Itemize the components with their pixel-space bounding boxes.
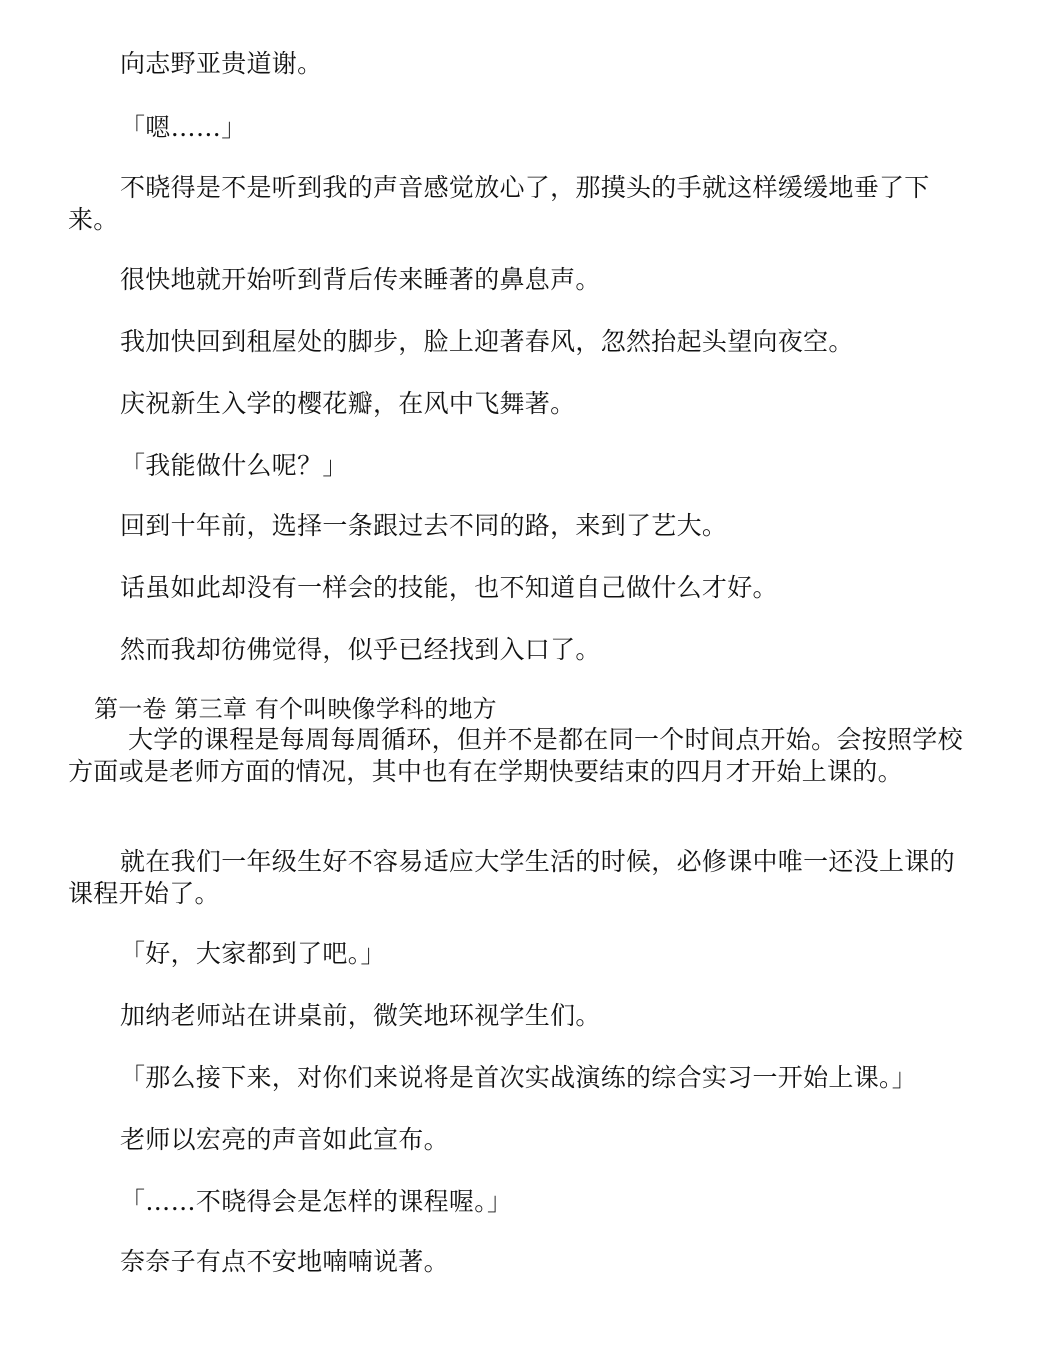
paragraph: 加纳老师站在讲桌前，微笑地环视学生们。 [120, 1001, 601, 1030]
paragraph: 奈奈子有点不安地喃喃说著。 [120, 1247, 449, 1276]
dialogue-line: 「……不晓得会是怎样的课程喔。」 [120, 1187, 513, 1216]
dialogue-line: 「嗯……」 [120, 113, 247, 142]
paragraph: 很快地就开始听到背后传来睡著的鼻息声。 [120, 265, 601, 294]
paragraph: 我加快回到租屋处的脚步，脸上迎著春风，忽然抬起头望向夜空。 [120, 327, 854, 356]
paragraph: 不晓得是不是听到我的声音感觉放心了，那摸头的手就这样缓缓地垂了下来。 [68, 173, 930, 234]
paragraph: 向志野亚贵道谢。 [120, 49, 323, 78]
paragraph: 大学的课程是每周每周循环，但并不是都在同一个时间点开始。会按照学校方面或是老师方面的情况，其中也有在学期快要结束的四月才开始上课的。 [68, 725, 963, 786]
dialogue-line: 「我能做什么呢？」 [120, 451, 348, 480]
paragraph: 回到十年前，选择一条跟过去不同的路，来到了艺大。 [120, 511, 728, 540]
dialogue-line: 「好，大家都到了吧。」 [120, 939, 386, 968]
paragraph: 话虽如此却没有一样会的技能，也不知道自己做什么才好。 [120, 573, 778, 602]
paragraph: 就在我们一年级生好不容易适应大学生活的时候，必修课中唯一还没上课的课程开始了。 [68, 847, 955, 908]
paragraph: 庆祝新生入学的樱花瓣，在风中飞舞著。 [120, 389, 576, 418]
dialogue-line: 「那么接下来，对你们来说将是首次实战演练的综合实习一开始上课。」 [120, 1063, 918, 1092]
paragraph: 老师以宏亮的声音如此宣布。 [120, 1125, 449, 1154]
paragraph: 然而我却彷佛觉得，似乎已经找到入口了。 [120, 635, 601, 664]
chapter-heading: 第一卷 第三章 有个叫映像学科的地方 [94, 695, 497, 723]
